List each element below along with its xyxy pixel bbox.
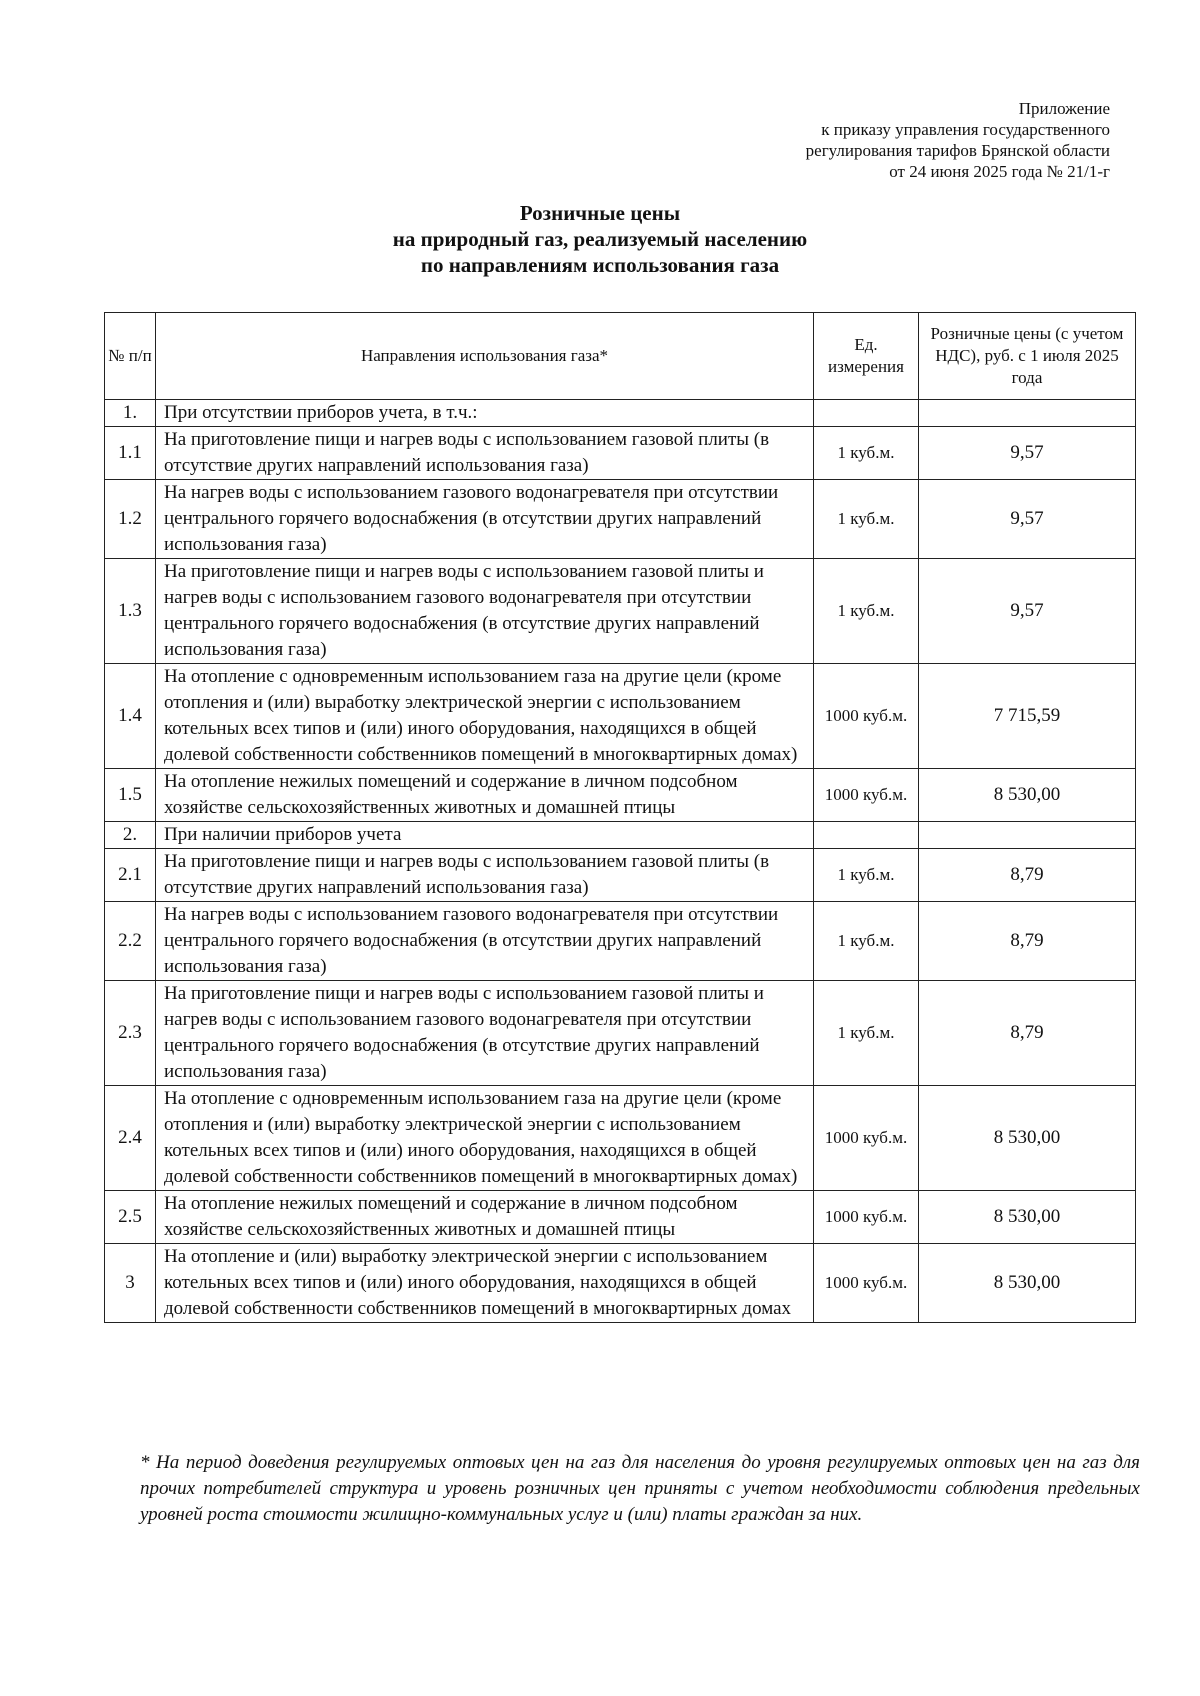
row-price [919, 822, 1136, 849]
row-direction: На отопление нежилых помещений и содержание в личном подсобном хозяйстве сельскохозяйственных животных и домашней птицы [156, 1191, 814, 1244]
row-price: 8,79 [919, 902, 1136, 981]
row-unit: 1 куб.м. [814, 902, 919, 981]
row-price [919, 400, 1136, 427]
row-direction: На приготовление пищи и нагрев воды с использованием газовой плиты и нагрев воды с использованием газового водонагревателя при отсутствии центрального горячего водоснабжения (в отсутствие других направлений использования газа) [156, 981, 814, 1086]
row-num: 1.4 [105, 664, 156, 769]
table-row [105, 400, 1136, 427]
row-price: 9,57 [919, 480, 1136, 559]
document-title [0, 200, 1200, 278]
row-unit: 1000 куб.м. [814, 769, 919, 822]
row-num: 1.1 [105, 427, 156, 480]
row-price: 8,79 [919, 849, 1136, 902]
table-row [105, 849, 1136, 902]
row-direction: На приготовление пищи и нагрев воды с использованием газовой плиты (в отсутствие других направлений использования газа) [156, 849, 814, 902]
row-num: 2.1 [105, 849, 156, 902]
row-num: 2.3 [105, 981, 156, 1086]
row-num: 2.5 [105, 1191, 156, 1244]
header-price: Розничные цены (с учетом НДС), руб. с 1 июля 2025 года [919, 313, 1136, 400]
title-line: на природный газ, реализуемый населению [392, 227, 808, 251]
row-num: 1.3 [105, 559, 156, 664]
row-price: 9,57 [919, 559, 1136, 664]
row-num: 1.5 [105, 769, 156, 822]
table-body [105, 400, 1136, 1323]
table-row [105, 664, 1136, 769]
row-direction: При отсутствии приборов учета, в т.ч.: [156, 400, 814, 427]
row-price: 9,57 [919, 427, 1136, 480]
row-unit: 1 куб.м. [814, 981, 919, 1086]
row-direction: На приготовление пищи и нагрев воды с использованием газовой плиты (в отсутствие других направлений использования газа) [156, 427, 814, 480]
header-direction: Направления использования газа* [156, 313, 814, 400]
title-line: по направлениям использования газа [420, 253, 780, 277]
row-direction: На отопление и (или) выработку электрической энергии с использованием котельных всех типов и (или) иного оборудования, находящихся в общей долевой собственности собственников помещений в многоквартирных домах [156, 1244, 814, 1323]
row-price: 8 530,00 [919, 1086, 1136, 1191]
row-direction: На отопление нежилых помещений и содержание в личном подсобном хозяйстве сельскохозяйственных животных и домашней птицы [156, 769, 814, 822]
row-num: 1. [105, 400, 156, 427]
appendix-header [806, 98, 1110, 182]
title-line: Розничные цены [519, 201, 681, 225]
row-price: 8 530,00 [919, 1244, 1136, 1323]
row-num: 2.2 [105, 902, 156, 981]
price-table [104, 312, 1136, 1323]
row-direction: На нагрев воды с использованием газового водонагревателя при отсутствии центрального горячего водоснабжения (в отсутствии других направлений использования газа) [156, 902, 814, 981]
header-unit: Ед. измерения [814, 313, 919, 400]
row-unit [814, 400, 919, 427]
row-direction: На нагрев воды с использованием газового водонагревателя при отсутствии центрального горячего водоснабжения (в отсутствии других направлений использования газа) [156, 480, 814, 559]
row-direction: На отопление с одновременным использованием газа на другие цели (кроме отопления и (или) выработку электрической энергии с использованием котельных всех типов и (или) иного оборудования, находящихся в общей долевой собственности собственников помещений в многоквартирных домах) [156, 1086, 814, 1191]
table-row [105, 480, 1136, 559]
row-price: 8 530,00 [919, 769, 1136, 822]
row-price: 8,79 [919, 981, 1136, 1086]
table-row [105, 769, 1136, 822]
row-num: 2.4 [105, 1086, 156, 1191]
appendix-line: Приложение [1018, 99, 1110, 118]
row-num: 2. [105, 822, 156, 849]
appendix-line: от 24 июня 2025 года № 21/1-г [889, 162, 1110, 181]
row-price: 8 530,00 [919, 1191, 1136, 1244]
row-direction: При наличии приборов учета [156, 822, 814, 849]
row-unit: 1000 куб.м. [814, 1086, 919, 1191]
row-price: 7 715,59 [919, 664, 1136, 769]
table-row [105, 981, 1136, 1086]
row-unit [814, 822, 919, 849]
row-num: 3 [105, 1244, 156, 1323]
header-num: № п/п [105, 313, 156, 400]
row-unit: 1 куб.м. [814, 849, 919, 902]
row-direction: На приготовление пищи и нагрев воды с использованием газовой плиты и нагрев воды с использованием газового водонагревателя при отсутствии центрального горячего водоснабжения (в отсутствие других направлений использования газа) [156, 559, 814, 664]
table-row [105, 427, 1136, 480]
row-unit: 1 куб.м. [814, 480, 919, 559]
table-row [105, 1191, 1136, 1244]
row-unit: 1 куб.м. [814, 427, 919, 480]
row-unit: 1 куб.м. [814, 559, 919, 664]
table-row [105, 1244, 1136, 1323]
table-row [105, 902, 1136, 981]
row-unit: 1000 куб.м. [814, 664, 919, 769]
appendix-line: регулирования тарифов Брянской области [805, 141, 1110, 160]
table-header-row [105, 313, 1136, 400]
row-unit: 1000 куб.м. [814, 1244, 919, 1323]
footnote: * На период доведения регулируемых оптовых цен на газ для населения до уровня регулируемых оптовых цен на газ для прочих потребителей структура и уровень розничных цен приняты с учетом необходимости соблюдения предельных уровней роста стоимости жилищно-коммунальных услуг и (или) платы граждан за них. [140, 1452, 1140, 1525]
appendix-line: к приказу управления государственного [821, 120, 1110, 139]
table-row [105, 559, 1136, 664]
table-row [105, 822, 1136, 849]
row-num: 1.2 [105, 480, 156, 559]
table-row [105, 1086, 1136, 1191]
row-direction: На отопление с одновременным использованием газа на другие цели (кроме отопления и (или) выработку электрической энергии с использованием котельных всех типов и (или) иного оборудования, находящихся в общей долевой собственности собственников помещений в многоквартирных домах) [156, 664, 814, 769]
row-unit: 1000 куб.м. [814, 1191, 919, 1244]
